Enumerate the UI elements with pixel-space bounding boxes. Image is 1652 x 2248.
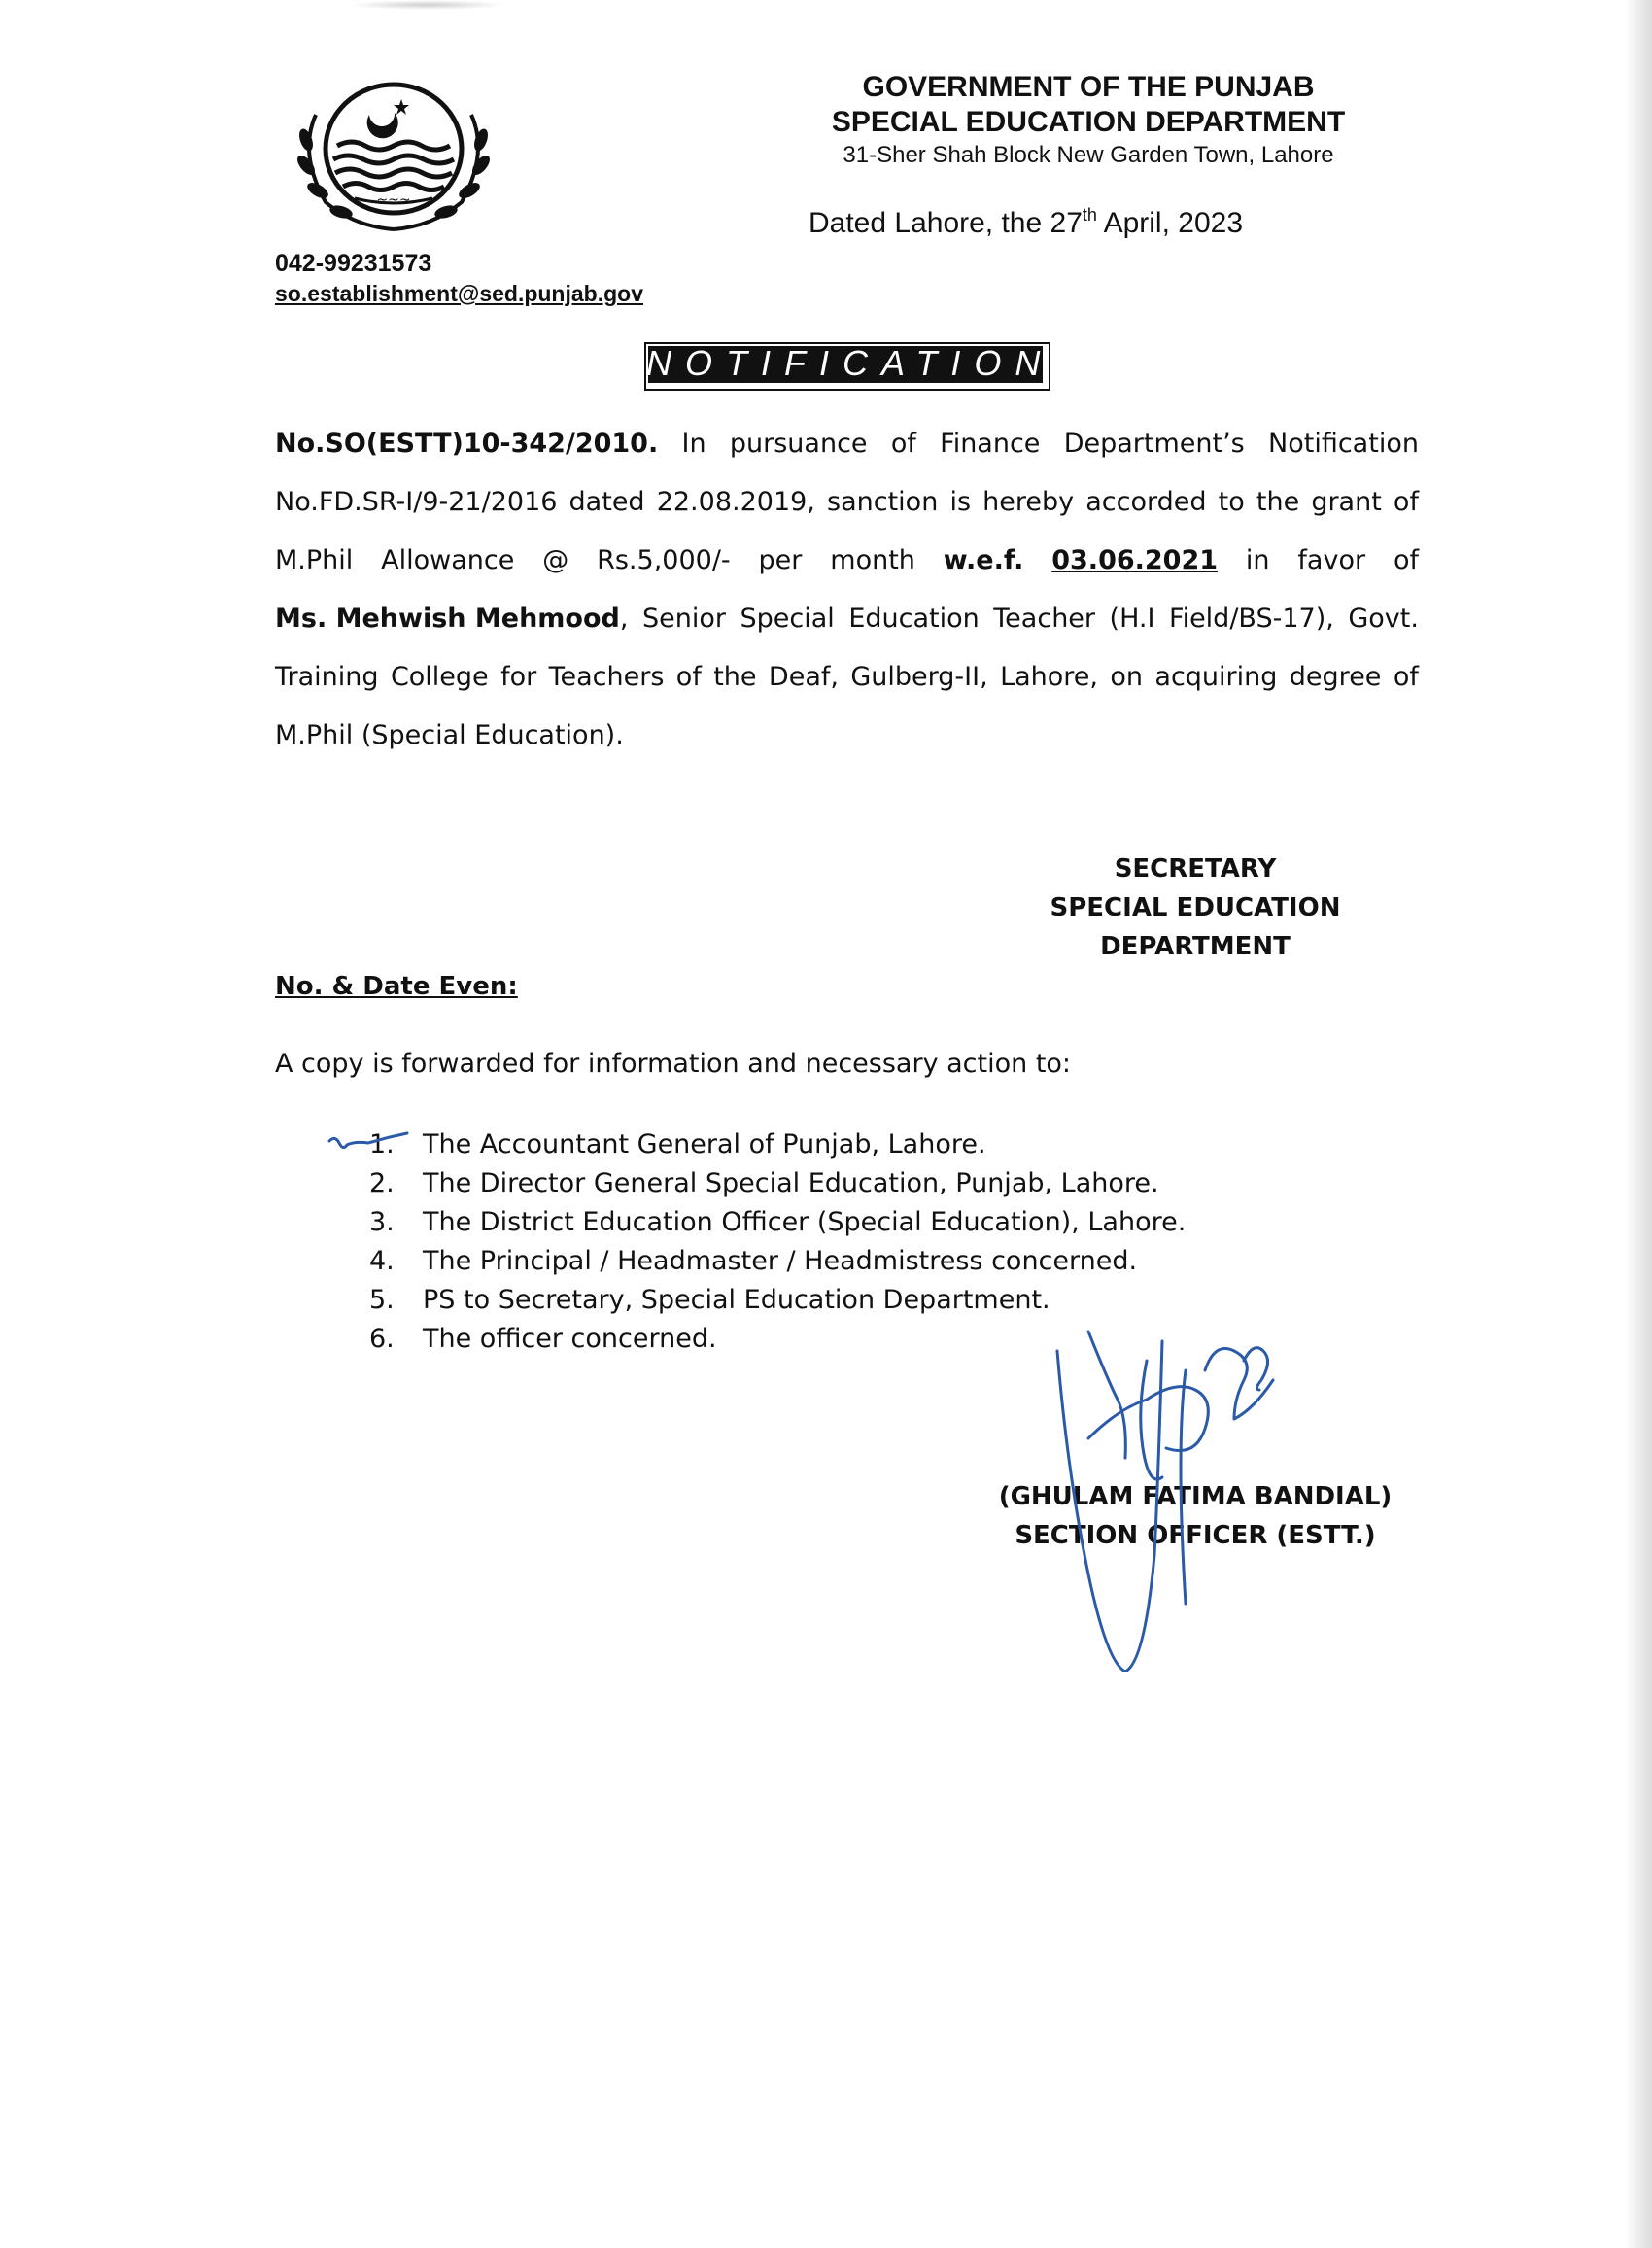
body-line-6 (275, 719, 1419, 752)
word: grant (1311, 487, 1382, 517)
word: M.Phil (275, 545, 354, 575)
body-line-1 (275, 428, 1419, 461)
word: the (1256, 487, 1300, 517)
body-line-4 (275, 603, 1419, 636)
word: is (949, 487, 972, 517)
word: on (1110, 662, 1144, 692)
word: Training (275, 662, 379, 692)
list-item (369, 1164, 1186, 1203)
word: Rs.5,000/- (597, 545, 731, 575)
list-item-number: 1. (369, 1129, 395, 1159)
word: in (1245, 545, 1270, 575)
list-item-number: 4. (369, 1246, 395, 1276)
no-date-even: No. & Date Even: (275, 972, 518, 1001)
list-item (369, 1281, 1186, 1320)
word: No.FD.SR-I/9-21/2016 (275, 487, 558, 517)
word: Department’s (1063, 429, 1245, 459)
handwritten-tick-icon (326, 1127, 442, 1166)
reference-number: No.SO(ESTT)10-342/2010. (275, 429, 659, 459)
word: College (390, 662, 489, 692)
email-address: so.establishment@sed.punjab.gov (275, 281, 643, 306)
word: month (830, 545, 915, 575)
list-item-number: 6. (369, 1324, 395, 1354)
list-item-text: The Director General Special Education, Punjab, Lahore. (423, 1168, 1159, 1198)
word: Gulberg-II, (850, 662, 988, 692)
officer-name: (GHULAM FATIMA BANDIAL) (998, 1482, 1393, 1511)
word: Teacher (993, 604, 1096, 634)
word: , (619, 604, 629, 634)
officer-title: SECTION OFFICER (ESTT.) (1015, 1521, 1376, 1550)
word: Notification (1268, 429, 1419, 459)
word: degree (1289, 662, 1382, 692)
list-item-text: The officer concerned. (423, 1324, 717, 1354)
svg-text:~~~: ~~~ (376, 192, 411, 208)
list-item-number: 5. (369, 1285, 395, 1315)
word: the (713, 662, 757, 692)
scan-shadow (350, 0, 505, 10)
punjab-government-emblem-icon (277, 76, 510, 241)
word: acquiring (1154, 662, 1278, 692)
word: @ (542, 545, 569, 575)
word: Govt. (1348, 604, 1419, 634)
word: Field/BS-17), (1169, 604, 1334, 634)
body-line-2 (275, 486, 1419, 519)
word: 22.08.2019, (656, 487, 815, 517)
word: of (1393, 545, 1419, 575)
word: of (675, 662, 702, 692)
secretary-line-2: SPECIAL EDUCATION (1050, 893, 1341, 922)
word: of (890, 429, 916, 459)
name-with-comma (275, 603, 628, 636)
phone-number: 042-99231573 (275, 250, 432, 277)
word: Finance (940, 429, 1041, 459)
list-item (369, 1203, 1186, 1242)
word: Lahore, (1000, 662, 1098, 692)
department-title: SPECIAL EDUCATION DEPARTMENT (831, 106, 1346, 138)
handwritten-signature-icon (1030, 1322, 1302, 1672)
government-title: GOVERNMENT OF THE PUNJAB (862, 71, 1315, 103)
word: accorded (1085, 487, 1207, 517)
employee-name: Ms. Mehwish Mehmood (275, 604, 620, 634)
dated-superscript: th (1082, 205, 1097, 225)
word: of (1393, 662, 1419, 692)
word: Special (740, 604, 835, 634)
word: Deaf, (768, 662, 839, 692)
word: sanction (827, 487, 939, 517)
dated-prefix: Dated Lahore, the 27 (809, 207, 1083, 239)
notification-title: NOTIFICATION (646, 343, 1054, 383)
list-item-number: 2. (369, 1168, 395, 1198)
word: favor (1297, 545, 1366, 575)
word: Allowance (381, 545, 515, 575)
word: to (1218, 487, 1245, 517)
wef-label: w.e.f. (943, 545, 1024, 575)
secretary-block (1001, 849, 1390, 966)
word: Teachers (548, 662, 665, 692)
list-item-number: 3. (369, 1207, 395, 1237)
word: for (500, 662, 537, 692)
copy-forwarded-line: A copy is forwarded for information and necessary action to: (275, 1049, 1072, 1079)
word: hereby (982, 487, 1075, 517)
body-line-3 (275, 544, 1419, 577)
body-line-5 (275, 661, 1419, 694)
word: pursuance (729, 429, 868, 459)
list-item-text: The Accountant General of Punjab, Lahore. (423, 1129, 986, 1159)
secretary-line-3: DEPARTMENT (1100, 932, 1291, 961)
scan-page-edge (1625, 0, 1652, 2248)
dated-line (809, 206, 1243, 241)
department-address: 31-Sher Shah Block New Garden Town, Lahore (843, 142, 1334, 168)
list-item-text: PS to Secretary, Special Education Department. (423, 1285, 1050, 1315)
effective-date: 03.06.2021 (1051, 545, 1219, 575)
word: dated (568, 487, 645, 517)
list-item-text: The Principal / Headmaster / Headmistress concerned. (423, 1246, 1138, 1276)
word: per (758, 545, 803, 575)
body-last-line: M.Phil (Special Education). (275, 720, 624, 750)
list-item (369, 1242, 1186, 1281)
list-item (369, 1125, 1186, 1164)
word: In (681, 429, 706, 459)
word: (H.I (1109, 604, 1155, 634)
word: of (1393, 487, 1419, 517)
list-item-text: The District Education Officer (Special Education), Lahore. (423, 1207, 1187, 1237)
dated-suffix: April, 2023 (1096, 207, 1244, 239)
word: Senior (641, 604, 726, 634)
secretary-line-1: SECRETARY (1114, 854, 1277, 883)
word: Education (848, 604, 980, 634)
